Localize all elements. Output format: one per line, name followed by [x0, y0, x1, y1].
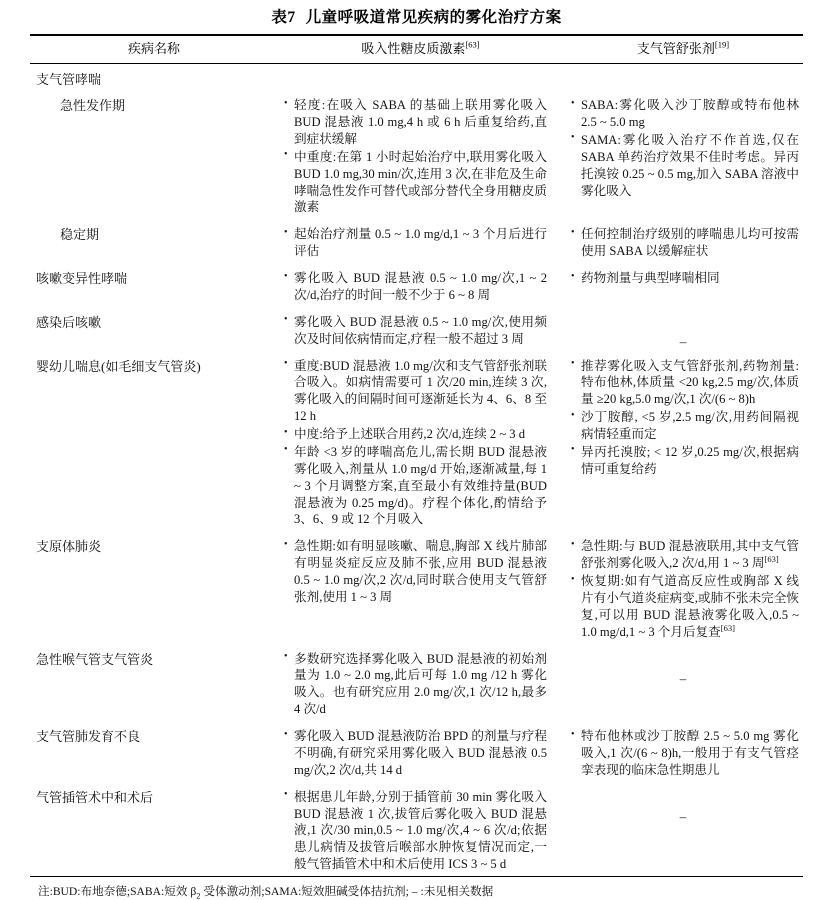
bullet-list — [278, 782, 563, 876]
bullet-list — [278, 351, 563, 532]
column-header-bronchodilator — [563, 36, 803, 63]
footnote-suffix: 受体激动剂;SAMA:短效胆碱受体拮抗剂; – :未见相关数据 — [200, 885, 494, 898]
footnote-prefix: 注:BUD:布地奈德;SABA:短效 β — [38, 885, 197, 898]
disease-name: 感染后咳嗽 — [36, 314, 102, 330]
column-header-ics-label: 吸入性糖皮质激素 — [361, 40, 466, 56]
bronchodilator-cell — [563, 64, 803, 90]
bronchodilator-cell — [563, 219, 803, 263]
bullet-item: • 恢复期:如有气道高反应性或胸部 X 线片有小气道炎症病变,或肺不张未完全恢复,可以用 BUD 混悬液雾化吸入,0.5 ~ 1.0 mg/d,1 ~ 3 个月后复查[63] — [571, 573, 799, 641]
table-row — [30, 782, 803, 876]
bullet-item: • 沙丁胺醇, <5 岁,2.5 mg/次,用药间隔视病情轻重而定 — [571, 409, 799, 443]
bullet-item: • 雾化吸入 BUD 混悬液 0.5 ~ 1.0 mg/次,1 ~ 2 次/d,治疗的时间一般不少于 6 ~ 8 周 — [284, 270, 547, 304]
bullet-list — [278, 644, 563, 722]
bullet-item: • 急性期:与 BUD 混悬液联用,其中支气管舒张剂雾化吸入,2 次/d,用 1 ~ 3 周[63] — [571, 538, 799, 572]
disease-name-cell — [30, 90, 278, 219]
bronchodilator-cell — [563, 263, 803, 307]
ics-cell — [278, 64, 563, 90]
bullet-item: • 根据患儿年龄,分别于插管前 30 min 雾化吸入 BUD 混悬液 1 次,拔管后雾化吸入 BUD 混悬液,1 次/30 min,0.5 ~ 1.0 mg/次,4 ~ 6 次/d;依据患儿病情及拔管后喉部水肿恢复情况而定,一般气管插管术中和术后使用 ICS 3 ~ 5 d — [284, 789, 547, 873]
bullet-item: • 任何控制治疗级别的哮喘患儿均可按需使用 SABA 以缓解症状 — [571, 226, 799, 260]
bullet-list — [563, 531, 803, 643]
disease-name: 咳嗽变异性哮喘 — [36, 271, 128, 286]
disease-name-cell — [30, 263, 278, 307]
bullet-item: • 多数研究选择雾化吸入 BUD 混悬液的初始剂量为 1.0 ~ 2.0 mg,此后可每 1.0 mg /12 h 雾化吸入。也有研究应用 2.0 mg/次,1 次/12 h,最多 4 次/d — [284, 651, 547, 719]
disease-name: 急性发作期 — [60, 98, 126, 114]
disease-name-cell — [30, 64, 278, 90]
bullet-list — [278, 263, 563, 307]
bronchodilator-cell — [563, 351, 803, 532]
bullet-list — [278, 219, 563, 263]
page-title — [30, 0, 803, 34]
ics-cell — [278, 219, 563, 263]
bullet-item: • 药物剂量与典型哮喘相同 — [571, 270, 799, 287]
table-header — [30, 36, 803, 63]
column-header-ics — [278, 36, 563, 63]
table-row — [30, 219, 803, 263]
disease-name-cell — [30, 721, 278, 782]
table-body — [30, 64, 803, 876]
disease-name: 急性喉气管支气管炎 — [36, 651, 154, 667]
treatment-table-body — [30, 64, 803, 876]
bullet-item: • 急性期:如有明显咳嗽、喘息,胸部 X 线片肺部有明显炎症反应及肺不张,应用 BUD 混悬液 0.5 ~ 1.0 mg/次,2 次/d,同时联合使用支气管舒张剂,使用 1 ~ 3 周 — [284, 538, 547, 606]
header-row — [30, 36, 803, 63]
table-row — [30, 263, 803, 307]
disease-name: 婴幼儿喘息 — [36, 358, 102, 374]
table-row — [30, 90, 803, 219]
bullet-item: • 起始治疗剂量 0.5 ~ 1.0 mg/d,1 ~ 3 个月后进行评估 — [284, 226, 547, 260]
disease-name: 支气管肺发育不良 — [36, 729, 141, 744]
bronchodilator-cell — [563, 782, 803, 876]
ics-cell — [278, 721, 563, 782]
ics-cell — [278, 782, 563, 876]
no-data-dash: – — [679, 333, 687, 349]
ics-cell — [278, 531, 563, 643]
disease-name-sub: (如毛细支气管炎) — [101, 358, 201, 374]
disease-name-cell — [30, 782, 278, 876]
table-row — [30, 531, 803, 643]
bullet-item: • 中重度:在第 1 小时起始治疗中,联用雾化吸入 BUD 1.0 mg,30 min/次,连用 3 次,在非危及生命哮喘急性发作可替代或部分替代全身用糖皮质激素 — [284, 149, 547, 217]
disease-name-cell — [30, 219, 278, 263]
reference-marker: [63] — [764, 553, 779, 564]
bullet-item: • 雾化吸入 BUD 混悬液防治 BPD 的剂量与疗程不明确,有研究采用雾化吸入 BUD 混悬液 0.5 mg/次,2 次/d,共 14 d — [284, 728, 547, 779]
reference-marker: [63] — [720, 622, 735, 633]
column-header-bronchodilator-ref: [19] — [714, 39, 730, 50]
table-row — [30, 721, 803, 782]
table-title-text: 儿童呼吸道常见疾病的雾化治疗方案 — [305, 9, 562, 26]
bullet-list — [563, 219, 803, 263]
disease-name-cell — [30, 531, 278, 643]
bullet-list — [278, 531, 563, 609]
ics-cell — [278, 90, 563, 219]
column-header-ics-ref: [63] — [465, 39, 480, 50]
disease-name: 稳定期 — [60, 227, 100, 243]
bronchodilator-cell — [563, 531, 803, 643]
bullet-list — [563, 351, 803, 481]
ics-cell — [278, 263, 563, 307]
table-row — [30, 351, 803, 532]
bullet-item: • 推荐雾化吸入支气管舒张剂,药物剂量:特布他林,体质量 <20 kg,2.5 mg/次,体质量 ≥20 kg,5.0 mg/次,1 次/(6 ~ 8)h — [571, 358, 799, 409]
bullet-list — [278, 90, 563, 219]
bullet-list — [563, 721, 803, 782]
footnote-subscript: 2 — [196, 890, 201, 900]
ics-cell — [278, 307, 563, 351]
bullet-item: • 雾化吸入 BUD 混悬液 0.5 ~ 1.0 mg/次,使用频次及时间依病情而定,疗程一般不超过 3 周 — [284, 314, 547, 348]
ics-cell — [278, 351, 563, 532]
disease-name: 支原体肺炎 — [36, 539, 102, 555]
table-row — [30, 307, 803, 351]
table-row — [30, 64, 803, 90]
bullet-item: • 异丙托溴胺; < 12 岁,0.25 mg/次,根据病情可重复给药 — [571, 444, 799, 478]
no-data-dash: – — [679, 670, 687, 686]
table-row — [30, 644, 803, 722]
bullet-item: • 中度:给予上述联合用药,2 次/d,连续 2 ~ 3 d — [284, 426, 547, 443]
bullet-item: • 年龄 <3 岁的哮喘高危儿,需长期 BUD 混悬液雾化吸入,剂量从 1.0 mg/d 开始,逐渐减量,每 1 ~ 3 个月调整方案,直至最小有效维持量(BUD 混悬液为 0.25 mg/d)。疗程个体化,酌情给予 3、6、9 或 12 个月吸入 — [284, 444, 547, 528]
bronchodilator-cell — [563, 721, 803, 782]
treatment-table — [30, 36, 803, 63]
column-header-disease-label: 疾病名称 — [127, 40, 180, 56]
disease-name: 气管插管术中和术后 — [36, 789, 154, 805]
disease-name-cell — [30, 644, 278, 722]
bullet-list — [563, 263, 803, 290]
table-footnote — [30, 877, 803, 900]
disease-name-cell — [30, 351, 278, 532]
bronchodilator-cell — [563, 644, 803, 722]
bronchodilator-cell — [563, 90, 803, 219]
bullet-list — [563, 90, 803, 202]
bullet-list — [278, 721, 563, 782]
disease-name: 支气管哮喘 — [36, 71, 102, 87]
column-header-disease — [30, 36, 278, 63]
bullet-list — [278, 307, 563, 351]
bullet-item: • 轻度:在吸入 SABA 的基础上联用雾化吸入 BUD 混悬液 1.0 mg,4 h 或 6 h 后重复给药,直到症状缓解 — [284, 97, 547, 148]
table-number: 表7 — [271, 9, 296, 26]
bronchodilator-cell — [563, 307, 803, 351]
bullet-item: • SABA:雾化吸入沙丁胺醇或特布他林 2.5 ~ 5.0 mg — [571, 97, 799, 131]
disease-name-cell — [30, 307, 278, 351]
bullet-item: • 特布他林或沙丁胺醇 2.5 ~ 5.0 mg 雾化吸入,1 次/(6 ~ 8)h,一般用于有支气管痉挛表现的临床急性期患儿 — [571, 728, 799, 779]
bullet-item: • SAMA:雾化吸入治疗不作首选,仅在 SABA 单药治疗效果不佳时考虑。异丙托溴铵 0.25 ~ 0.5 mg,加入 SABA 溶液中雾化吸入 — [571, 132, 799, 200]
bullet-item: • 重度:BUD 混悬液 1.0 mg/次和支气管舒张剂联合吸入。如病情需要可 1 次/20 min,连续 3 次,雾化吸入的间隔时间可逐渐延长为 4、6、8 至 12 h — [284, 358, 547, 426]
ics-cell — [278, 644, 563, 722]
no-data-dash: – — [679, 808, 687, 824]
column-header-bronchodilator-label: 支气管舒张剂 — [636, 40, 715, 56]
